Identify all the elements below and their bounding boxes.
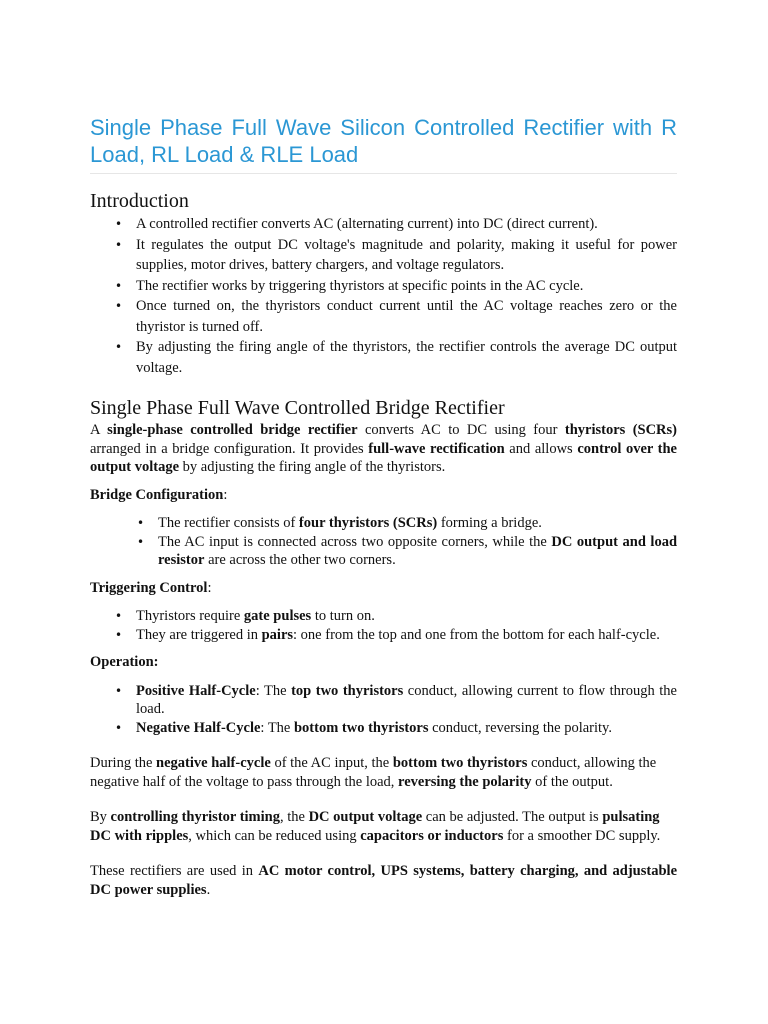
list-item: • They are triggered in pairs: one from the top and one from the bottom for each half-cycle. [136,626,677,645]
list-item: • Thyristors require gate pulses to turn on. [136,607,677,626]
negative-half-cycle-paragraph: During the negative half-cycle of the AC input, the bottom two thyristors conduct, allowing the negative half of the voltage to pass through the load, reversing the polarity of the output. [90,755,657,790]
list-item: • Once turned on, the thyristors conduct current until the AC voltage reaches zero or the thyristor is turned off. [136,296,677,337]
applications-paragraph: These rectifiers are used in AC motor control, UPS systems, battery charging, and adjustable DC power supplies. [90,863,678,898]
list-item: • The AC input is connected across two opposite corners, while the DC output and load resistor are across the other two corners. [158,533,677,570]
page-title: Single Phase Full Wave Silicon Controlled Rectifier with R Load, RL Load & RLE Load [90,114,677,174]
bridge-rectifier-heading: Single Phase Full Wave Controlled Bridge Rectifier [90,397,505,419]
triggering-control-label: Triggering Control: [90,579,212,596]
introduction-list [90,214,677,378]
list-item: • Positive Half-Cycle: The top two thyristors conduct, allowing current to flow through the load. [136,682,677,719]
introduction-heading: Introduction [90,190,189,212]
bridge-intro-paragraph: A single-phase controlled bridge rectifier converts AC to DC using four thyristors (SCRs) arranged in a bridge configuration. It provides full-wave rectification and allows control over the output voltage by adjusting the firing angle of the thyristors. [90,422,677,475]
list-item: • Negative Half-Cycle: The bottom two thyristors conduct, reversing the polarity. [136,719,677,738]
list-item: • The rectifier consists of four thyristors (SCRs) forming a bridge. [158,514,677,533]
operation-label: Operation: [90,654,159,670]
list-item: • The rectifier works by triggering thyristors at specific points in the AC cycle. [136,276,677,297]
list-item: • It regulates the output DC voltage's magnitude and polarity, making it useful for power supplies, motor drives, battery chargers, and voltage regulators. [136,235,677,276]
list-item: • A controlled rectifier converts AC (alternating current) into DC (direct current). [136,214,677,235]
triggering-control-list [90,607,677,644]
bridge-configuration-list [90,514,677,570]
bridge-configuration-label: Bridge Configuration: [90,486,228,503]
operation-list [90,682,677,738]
list-item: • By adjusting the firing angle of the thyristors, the rectifier controls the average DC output voltage. [136,337,677,378]
thyristor-timing-paragraph: By controlling thyristor timing, the DC output voltage can be adjusted. The output is pulsating DC with ripples, which can be reduced using capacitors or inductors for a smoother DC supply. [90,809,661,844]
document-content [90,114,677,899]
